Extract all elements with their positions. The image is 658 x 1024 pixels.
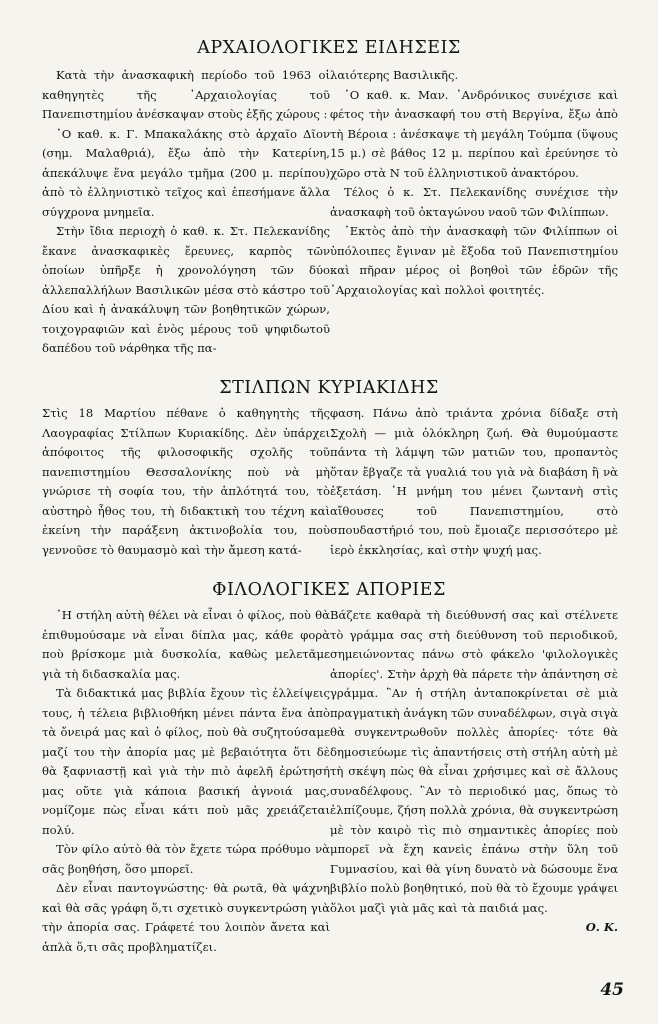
paragraph: Κατὰ τὴν ἀνασκαφικὴ περίοδο τοῦ 1963 οἱ καθηγητὲς τῆς ᾿Αρχαιολογίας τοῦ Πανεπιστημίου ἀνέσκαψαν στοὺς ἑξῆς χώρους : — [42, 68, 330, 121]
paragraph: Στὶς 18 Μαρτίου πέθανε ὁ καθηγητὴς τῆς Λαογραφίας Στίλπων Κυριακίδης. Δὲν ὑπάρχει ἀπόφοιτος τῆς φιλοσοφικῆς σχολῆς τοῦ πανεπιστημίου Θεσσαλονίκης ποὺ νὰ μὴ γνώρισε τὴ σοφία του, τὴν ἁπλότητά του, τὸ αὐστηρὸ ἦθος του, τὴ διδακτικὴ του τέχνη καὶ ἐκείνη τὴν παράξενη ἀκτινοβολία του, ποὺ γεννοῦσε τὸ θαυμασμὸ καὶ τὴν ἄμεση κατά- — [42, 406, 330, 557]
obituary-right-column — [330, 404, 618, 560]
section-title-obituary: ΣΤΙΛΠΩΝ ΚΥΡΙΑΚΙΔΗΣ — [219, 378, 439, 398]
paragraph: Τὰ διδακτικά μας βιβλία ἔχουν τὶς ἐλλείψεις τους, ἡ τέλεια βιβλιοθήκη μένει πάντα ἕνα ἀπὸ τὰ ὄνειρά μας καὶ ὁ φίλος, ποὺ θὰ συζητούσαμε μαζί του τὴν ἀπορία μας μὲ βεβαιότητα ὅτι δὲ θὰ ξαφνιαστῇ καὶ γιὰ τὴν πιὸ ἀφελῆ ἐρώτησή μας οὔτε γιὰ κάποια βασική ἀγνοιά μας, νομίζομε πὼς εἶναι κάτι ποὺ μᾶς χρειάζεται πολύ. — [42, 686, 330, 837]
section-title-archaeology: ΑΡΧΑΙΟΛΟΓΙΚΕΣ ΕΙΔΗΣΕΙΣ — [197, 38, 461, 58]
page-number: 45 — [600, 980, 624, 1000]
philology-left-column — [42, 606, 330, 957]
paragraph: λαιότερης Βασιλικῆς. — [330, 68, 459, 82]
paragraph: ῾Ο καθ. κ. Γ. Μπακαλάκης στὸ ἀρχαῖο Δῖον (σημ. Μαλαθριά), ἔξω ἀπὸ τὴν Κατερίνη, ἀπεκάλυψε ἕνα μεγάλο τμῆμα (200 μ. περίπου) ἀπὸ τὸ ἑλληνιστικὸ τεῖχος καὶ ἐπεσήμανε ἄλλα σύγχρονα μνημεῖα. — [42, 126, 330, 219]
paragraph: Βάζετε καθαρὰ τὴ διεύθυνσή σας καὶ στέλνετε τὸ γράμμα σας στὴ διεύθυνση τοῦ περιοδικοῦ, σημειώνοντας πάνω στὸ φάκελο 'φιλολογικὲς ἀπορίες'. Στὴν ἀρχὴ θὰ πάρετε τὴν ἀπάντηση σὲ γράμμα. ῍Αν ἡ στήλη ἀνταποκρίνεται σὲ μιὰ πραγματικὴ ἀνάγκη τῶν συναδέλφων, σιγὰ σιγὰ θὰ συγκεντρωθοῦν πολλὲς ἀπορίες· τότε θὰ δημοσιεύωμε τὶς ἀπαντήσεις στὴ στήλη αὐτὴ μὲ τὴ σκέψη πὼς θὰ εἶναι χρήσιμες καὶ σὲ ἄλλους συναδέλφους. ῍Αν τὸ περιοδικό μας, ὅπως τὸ ἐλπίζουμε, ζήση πολλὰ χρόνια, θὰ συγκεντρώση μὲ τὸν καιρὸ τὶς πιὸ σημαντικὲς ἀπορίες ποὺ μπορεῖ νὰ ἔχη κανεὶς ἐπάνω στὴν ὕλη τοῦ Γυμνασίου, καὶ θὰ γίνη δυνατὸ νὰ δώσουμε ἕνα βιβλίο πολὺ βοηθητικό, ποὺ θὰ τὸ ἔχουμε γράψει ὅλοι μαζὶ γιὰ μᾶς καὶ τὰ παιδιά μας. — [330, 608, 618, 915]
paragraph: ῾Η στήλη αὐτὴ θέλει νὰ εἶναι ὁ φίλος, ποὺ θὰ ἐπιθυμούσαμε νὰ εἶναι δίπλα μας, κάθε φορὰ ποὺ βρίσκομε μιὰ δυσκολία, καθὼς μελετᾶμε γιὰ τὴ διδασκαλία μας. — [42, 608, 330, 681]
section-title-philology: ΦΙΛΟΛΟΓΙΚΕΣ ΑΠΟΡΙΕΣ — [212, 580, 446, 600]
archaeology-left-column — [42, 66, 330, 359]
paragraph: Στὴν ἴδια περιοχὴ ὁ καθ. κ. Στ. Πελεκανίδης ἔκανε ἀνασκαφικὲς ἔρευνες, καρπὸς τῶν ὁποίων ὑπῆρξε ἡ χρονολόγηση τῶν δύο ἀλλεπαλλήλων Βασιλικῶν μέσα στὸ κάστρο τοῦ Δίου καὶ ἡ ἀνακάλυψη τῶν βοηθητικῶν χώρων, τοιχογραφιῶν καὶ ἑνὸς μέρους τοῦ ψηφιδωτοῦ δαπέδου τοῦ νάρθηκα τῆς πα- — [42, 224, 330, 355]
paragraph: Τέλος ὁ κ. Στ. Πελεκανίδης συνέχισε τὴν ἀνασκαφὴ τοῦ ὀκταγώνου ναοῦ τῶν Φιλίππων. — [330, 185, 618, 219]
paragraph: Δὲν εἶναι παντογνώστης· θὰ ρωτᾶ, θὰ ψάχνη καὶ θὰ σᾶς γράφη ὅ,τι σχετικὸ συγκεντρώση γιὰ τὴν ἀπορία σας. Γράφετέ του λοιπὸν ἄνετα καὶ ἁπλὰ ὅ,τι σᾶς προβληματίζει. — [42, 881, 330, 954]
paragraph: Τὸν φίλο αὐτὸ θὰ τὸν ἔχετε τώρα πρόθυμο νὰ σᾶς βοηθήση, ὅσο μπορεῖ. — [42, 842, 330, 876]
paragraph: ῾Ο καθ. κ. Μαν. ᾿Ανδρόνικος συνέχισε καὶ φέτος τὴν ἀνασκαφή του στὴ Βεργίνα, ἔξω ἀπὸ τὴ Βέροια : ἀνέσκαψε τὴ μεγάλη Τούμπα (ὕψους 15 μ.) σὲ βάθος 12 μ. περίπου καὶ ἐρεύνησε τὸ χῶρο στὰ Ν τοῦ ἑλληνιστικοῦ ἀνακτόρου. — [330, 87, 618, 180]
archaeology-right-column — [330, 66, 618, 300]
author-signature: Ο. Κ. — [585, 920, 618, 934]
paragraph: φαση. Πάνω ἀπὸ τριάντα χρόνια δίδαξε στὴ Σχολὴ — μιὰ ὁλόκληρη ζωή. Θὰ θυμούμαστε πάντα τὴ λάμψη τῶν ματιῶν του, προπαντὸς ὅταν ἔβγαζε τὰ γυαλιά του γιὰ νὰ διαβάση ἢ νὰ ἐξετάση. ῾Η μνήμη του μένει ζωντανὴ στὶς αἴθουσες τοῦ Πανεπιστημίου, στὸ σπουδαστήριό του, ποὺ ἔμοιαζε περισσότερο μὲ ἱερὸ ἐκκλησίας, καὶ στὴν ψυχή μας. — [330, 406, 618, 557]
obituary-left-column — [42, 404, 330, 560]
philology-right-column — [330, 606, 618, 938]
paragraph: ᾿Εκτὸς ἀπὸ τὴν ἀνασκαφὴ τῶν Φιλίππων οἱ ὑπόλοιπες ἔγιναν μὲ ἔξοδα τοῦ Πανεπιστημίου καὶ πῆραν μέρος οἱ βοηθοὶ τῶν ἑδρῶν τῆς ᾿Αρχαιολογίας καὶ πολλοὶ φοιτητές. — [330, 224, 618, 297]
